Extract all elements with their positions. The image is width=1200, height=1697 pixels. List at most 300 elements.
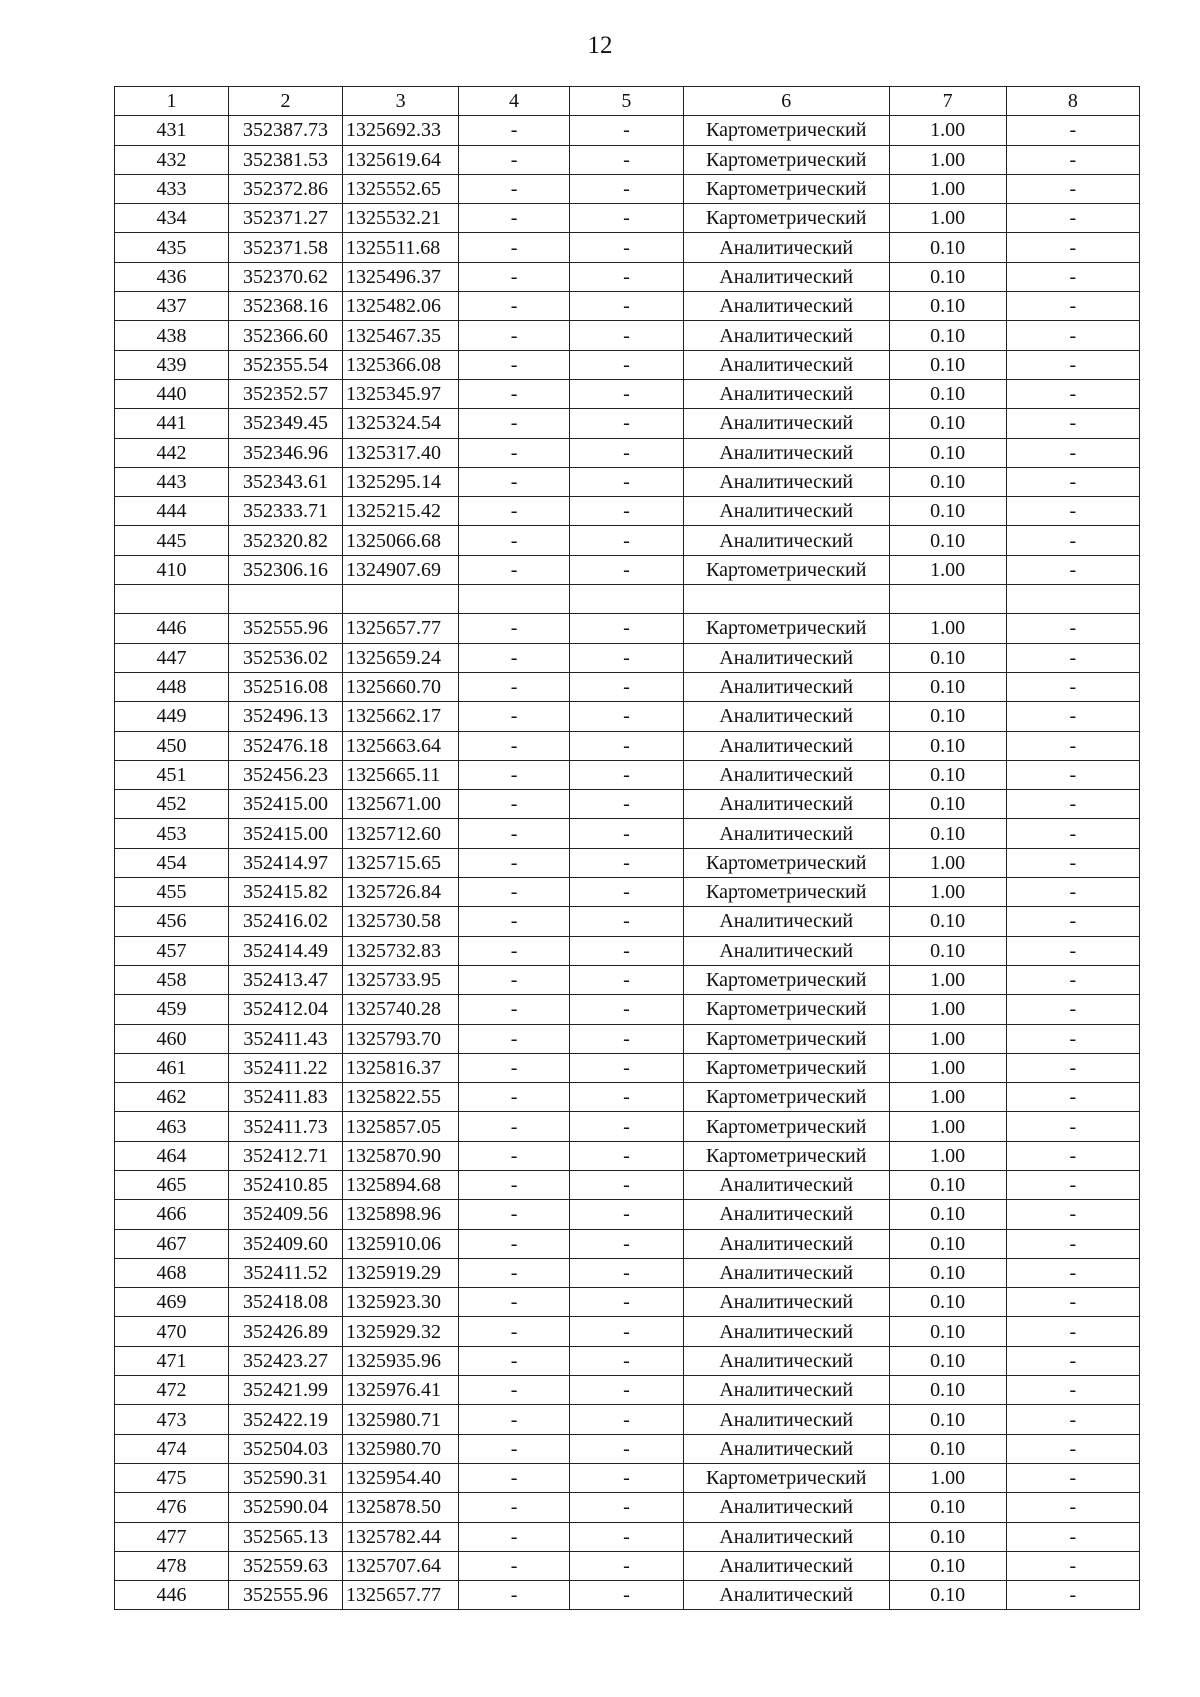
method-cell	[683, 585, 889, 614]
point-number-cell: 451	[115, 760, 229, 789]
x-coordinate-cell: 352410.85	[229, 1170, 343, 1199]
point-number-cell: 435	[115, 233, 229, 262]
table-row	[115, 614, 1140, 643]
y-coordinate-cell: 1325482.06	[343, 292, 459, 321]
col8-cell: -	[1006, 555, 1139, 584]
x-coordinate-cell: 352381.53	[229, 145, 343, 174]
y-coordinate-cell: 1325619.64	[343, 145, 459, 174]
col8-cell: -	[1006, 907, 1139, 936]
point-number-cell: 462	[115, 1083, 229, 1112]
col8-cell: -	[1006, 379, 1139, 408]
x-coordinate-cell: 352387.73	[229, 116, 343, 145]
point-number-cell: 460	[115, 1024, 229, 1053]
accuracy-cell: 0.10	[889, 321, 1006, 350]
point-number-cell: 455	[115, 878, 229, 907]
x-coordinate-cell: 352368.16	[229, 292, 343, 321]
x-coordinate-cell: 352418.08	[229, 1288, 343, 1317]
table-row	[115, 145, 1140, 174]
table-row	[115, 731, 1140, 760]
col5-cell: -	[569, 497, 683, 526]
accuracy-cell: 0.10	[889, 1551, 1006, 1580]
col8-cell: -	[1006, 1376, 1139, 1405]
table-row	[115, 1141, 1140, 1170]
method-cell: Аналитический	[683, 438, 889, 467]
method-cell: Картометрический	[683, 1112, 889, 1141]
col5-cell: -	[569, 643, 683, 672]
table-row	[115, 204, 1140, 233]
y-coordinate-cell: 1325662.17	[343, 702, 459, 731]
col5-cell: -	[569, 1376, 683, 1405]
col4-cell: -	[459, 1083, 570, 1112]
point-number-cell: 459	[115, 995, 229, 1024]
point-number-cell: 432	[115, 145, 229, 174]
point-number-cell: 469	[115, 1288, 229, 1317]
col5-cell: -	[569, 350, 683, 379]
col8-cell: -	[1006, 204, 1139, 233]
x-coordinate-cell: 352422.19	[229, 1405, 343, 1434]
col4-cell: -	[459, 292, 570, 321]
col8-cell	[1006, 585, 1139, 614]
table-row	[115, 1581, 1140, 1610]
y-coordinate-cell: 1325324.54	[343, 409, 459, 438]
x-coordinate-cell: 352476.18	[229, 731, 343, 760]
col4-cell: -	[459, 1463, 570, 1492]
method-cell: Аналитический	[683, 1288, 889, 1317]
y-coordinate-cell: 1325712.60	[343, 819, 459, 848]
point-number-cell: 439	[115, 350, 229, 379]
x-coordinate-cell: 352352.57	[229, 379, 343, 408]
col8-cell: -	[1006, 116, 1139, 145]
x-coordinate-cell: 352416.02	[229, 907, 343, 936]
col8-cell: -	[1006, 1581, 1139, 1610]
y-coordinate-cell: 1325782.44	[343, 1522, 459, 1551]
table-row	[115, 1551, 1140, 1580]
y-coordinate-cell: 1325929.32	[343, 1317, 459, 1346]
method-cell: Картометрический	[683, 995, 889, 1024]
x-coordinate-cell: 352370.62	[229, 262, 343, 291]
y-coordinate-cell: 1324907.69	[343, 555, 459, 584]
accuracy-cell: 0.10	[889, 262, 1006, 291]
header-cell: 8	[1006, 87, 1139, 116]
col4-cell: -	[459, 819, 570, 848]
col5-cell: -	[569, 1258, 683, 1287]
y-coordinate-cell: 1325740.28	[343, 995, 459, 1024]
method-cell: Аналитический	[683, 1551, 889, 1580]
col8-cell: -	[1006, 819, 1139, 848]
y-coordinate-cell: 1325726.84	[343, 878, 459, 907]
table-row	[115, 1405, 1140, 1434]
col4-cell: -	[459, 1522, 570, 1551]
accuracy-cell: 0.10	[889, 1346, 1006, 1375]
accuracy-cell: 1.00	[889, 204, 1006, 233]
method-cell: Аналитический	[683, 262, 889, 291]
table-row	[115, 555, 1140, 584]
x-coordinate-cell: 352355.54	[229, 350, 343, 379]
point-number-cell: 453	[115, 819, 229, 848]
coordinates-table	[114, 86, 1140, 1610]
col4-cell: -	[459, 233, 570, 262]
table-row	[115, 1434, 1140, 1463]
x-coordinate-cell: 352343.61	[229, 467, 343, 496]
method-cell: Картометрический	[683, 1083, 889, 1112]
col5-cell: -	[569, 1170, 683, 1199]
accuracy-cell: 1.00	[889, 1463, 1006, 1492]
y-coordinate-cell: 1325657.77	[343, 1581, 459, 1610]
col4-cell: -	[459, 1346, 570, 1375]
x-coordinate-cell: 352411.73	[229, 1112, 343, 1141]
col5-cell: -	[569, 1229, 683, 1258]
x-coordinate-cell: 352415.82	[229, 878, 343, 907]
col4-cell: -	[459, 936, 570, 965]
col4-cell: -	[459, 614, 570, 643]
y-coordinate-cell: 1325857.05	[343, 1112, 459, 1141]
accuracy-cell: 1.00	[889, 878, 1006, 907]
accuracy-cell: 0.10	[889, 907, 1006, 936]
col4-cell: -	[459, 672, 570, 701]
accuracy-cell: 1.00	[889, 555, 1006, 584]
point-number-cell: 474	[115, 1434, 229, 1463]
table-row	[115, 848, 1140, 877]
method-cell: Аналитический	[683, 672, 889, 701]
method-cell: Аналитический	[683, 1522, 889, 1551]
y-coordinate-cell: 1325730.58	[343, 907, 459, 936]
y-coordinate-cell: 1325707.64	[343, 1551, 459, 1580]
y-coordinate-cell: 1325954.40	[343, 1463, 459, 1492]
accuracy-cell: 0.10	[889, 467, 1006, 496]
y-coordinate-cell: 1325215.42	[343, 497, 459, 526]
col5-cell: -	[569, 233, 683, 262]
table-row	[115, 643, 1140, 672]
col4-cell: -	[459, 965, 570, 994]
point-number-cell: 437	[115, 292, 229, 321]
table-row	[115, 497, 1140, 526]
method-cell: Картометрический	[683, 1141, 889, 1170]
accuracy-cell: 0.10	[889, 379, 1006, 408]
x-coordinate-cell	[229, 585, 343, 614]
col5-cell: -	[569, 1024, 683, 1053]
x-coordinate-cell: 352496.13	[229, 702, 343, 731]
col5-cell: -	[569, 848, 683, 877]
table-row	[115, 760, 1140, 789]
col8-cell: -	[1006, 1463, 1139, 1492]
y-coordinate-cell: 1325870.90	[343, 1141, 459, 1170]
col8-cell: -	[1006, 995, 1139, 1024]
x-coordinate-cell: 352414.97	[229, 848, 343, 877]
header-cell: 3	[343, 87, 459, 116]
col4-cell: -	[459, 1376, 570, 1405]
method-cell: Аналитический	[683, 731, 889, 760]
col5-cell: -	[569, 936, 683, 965]
point-number-cell: 473	[115, 1405, 229, 1434]
x-coordinate-cell: 352306.16	[229, 555, 343, 584]
col8-cell: -	[1006, 409, 1139, 438]
y-coordinate-cell: 1325345.97	[343, 379, 459, 408]
col8-cell: -	[1006, 1083, 1139, 1112]
col5-cell: -	[569, 1141, 683, 1170]
x-coordinate-cell: 352415.00	[229, 819, 343, 848]
col8-cell: -	[1006, 614, 1139, 643]
method-cell: Аналитический	[683, 409, 889, 438]
method-cell: Аналитический	[683, 1200, 889, 1229]
accuracy-cell: 0.10	[889, 1229, 1006, 1258]
accuracy-cell: 0.10	[889, 702, 1006, 731]
x-coordinate-cell: 352555.96	[229, 1581, 343, 1610]
method-cell: Картометрический	[683, 116, 889, 145]
col4-cell: -	[459, 790, 570, 819]
method-cell: Аналитический	[683, 497, 889, 526]
method-cell: Аналитический	[683, 233, 889, 262]
table-body	[115, 116, 1140, 1610]
col4-cell: -	[459, 1024, 570, 1053]
y-coordinate-cell	[343, 585, 459, 614]
table-row	[115, 409, 1140, 438]
point-number-cell: 464	[115, 1141, 229, 1170]
x-coordinate-cell: 352349.45	[229, 409, 343, 438]
table-row	[115, 1522, 1140, 1551]
table-row	[115, 672, 1140, 701]
col4-cell: -	[459, 1581, 570, 1610]
col8-cell: -	[1006, 321, 1139, 350]
col5-cell: -	[569, 1434, 683, 1463]
col5-cell: -	[569, 878, 683, 907]
point-number-cell: 447	[115, 643, 229, 672]
col8-cell: -	[1006, 643, 1139, 672]
method-cell: Аналитический	[683, 292, 889, 321]
x-coordinate-cell: 352320.82	[229, 526, 343, 555]
method-cell: Аналитический	[683, 350, 889, 379]
table-row	[115, 965, 1140, 994]
y-coordinate-cell: 1325976.41	[343, 1376, 459, 1405]
col4-cell: -	[459, 321, 570, 350]
x-coordinate-cell: 352333.71	[229, 497, 343, 526]
y-coordinate-cell: 1325878.50	[343, 1493, 459, 1522]
accuracy-cell: 0.10	[889, 409, 1006, 438]
col5-cell: -	[569, 672, 683, 701]
col4-cell: -	[459, 1405, 570, 1434]
method-cell: Аналитический	[683, 1434, 889, 1463]
x-coordinate-cell: 352456.23	[229, 760, 343, 789]
col4-cell: -	[459, 467, 570, 496]
col8-cell: -	[1006, 233, 1139, 262]
table-row	[115, 116, 1140, 145]
col5-cell: -	[569, 145, 683, 174]
x-coordinate-cell: 352411.83	[229, 1083, 343, 1112]
col8-cell: -	[1006, 438, 1139, 467]
col4-cell: -	[459, 1200, 570, 1229]
accuracy-cell: 0.10	[889, 497, 1006, 526]
header-cell: 6	[683, 87, 889, 116]
point-number-cell: 441	[115, 409, 229, 438]
col5-cell: -	[569, 292, 683, 321]
col5-cell: -	[569, 1083, 683, 1112]
col4-cell: -	[459, 1493, 570, 1522]
header-cell: 5	[569, 87, 683, 116]
col8-cell: -	[1006, 1024, 1139, 1053]
accuracy-cell: 0.10	[889, 1405, 1006, 1434]
method-cell: Аналитический	[683, 1258, 889, 1287]
table-row	[115, 995, 1140, 1024]
method-cell: Аналитический	[683, 1581, 889, 1610]
x-coordinate-cell: 352590.31	[229, 1463, 343, 1492]
table-row	[115, 174, 1140, 203]
col8-cell: -	[1006, 965, 1139, 994]
method-cell: Картометрический	[683, 1053, 889, 1082]
method-cell: Аналитический	[683, 467, 889, 496]
table-row	[115, 790, 1140, 819]
col5-cell: -	[569, 204, 683, 233]
method-cell: Аналитический	[683, 1405, 889, 1434]
table-row	[115, 1200, 1140, 1229]
point-number-cell: 448	[115, 672, 229, 701]
point-number-cell: 466	[115, 1200, 229, 1229]
accuracy-cell: 0.10	[889, 1258, 1006, 1287]
y-coordinate-cell: 1325715.65	[343, 848, 459, 877]
method-cell: Аналитический	[683, 526, 889, 555]
col5-cell: -	[569, 174, 683, 203]
col4-cell: -	[459, 1053, 570, 1082]
table-row	[115, 292, 1140, 321]
y-coordinate-cell: 1325511.68	[343, 233, 459, 262]
x-coordinate-cell: 352421.99	[229, 1376, 343, 1405]
method-cell: Аналитический	[683, 643, 889, 672]
x-coordinate-cell: 352413.47	[229, 965, 343, 994]
point-number-cell: 444	[115, 497, 229, 526]
col8-cell: -	[1006, 1112, 1139, 1141]
col4-cell: -	[459, 526, 570, 555]
col5-cell: -	[569, 995, 683, 1024]
x-coordinate-cell: 352409.56	[229, 1200, 343, 1229]
table-row	[115, 819, 1140, 848]
point-number-cell: 454	[115, 848, 229, 877]
table-row	[115, 878, 1140, 907]
col4-cell: -	[459, 643, 570, 672]
x-coordinate-cell: 352590.04	[229, 1493, 343, 1522]
accuracy-cell: 0.10	[889, 1376, 1006, 1405]
col8-cell: -	[1006, 1346, 1139, 1375]
col8-cell: -	[1006, 1200, 1139, 1229]
col4-cell: -	[459, 848, 570, 877]
accuracy-cell: 0.10	[889, 672, 1006, 701]
point-number-cell: 458	[115, 965, 229, 994]
y-coordinate-cell: 1325532.21	[343, 204, 459, 233]
col4-cell: -	[459, 262, 570, 291]
table-row	[115, 526, 1140, 555]
point-number-cell: 440	[115, 379, 229, 408]
y-coordinate-cell: 1325793.70	[343, 1024, 459, 1053]
y-coordinate-cell: 1325816.37	[343, 1053, 459, 1082]
accuracy-cell: 0.10	[889, 1200, 1006, 1229]
col4-cell: -	[459, 1229, 570, 1258]
col8-cell: -	[1006, 1434, 1139, 1463]
point-number-cell: 477	[115, 1522, 229, 1551]
y-coordinate-cell: 1325317.40	[343, 438, 459, 467]
col8-cell: -	[1006, 936, 1139, 965]
accuracy-cell: 1.00	[889, 1053, 1006, 1082]
col5-cell: -	[569, 1551, 683, 1580]
y-coordinate-cell: 1325665.11	[343, 760, 459, 789]
point-number-cell: 472	[115, 1376, 229, 1405]
method-cell: Картометрический	[683, 174, 889, 203]
point-number-cell: 475	[115, 1463, 229, 1492]
table-row	[115, 1463, 1140, 1492]
table-row	[115, 321, 1140, 350]
x-coordinate-cell: 352414.49	[229, 936, 343, 965]
col4-cell: -	[459, 497, 570, 526]
accuracy-cell: 0.10	[889, 526, 1006, 555]
col5-cell: -	[569, 116, 683, 145]
col5-cell: -	[569, 1493, 683, 1522]
point-number-cell: 436	[115, 262, 229, 291]
col4-cell: -	[459, 116, 570, 145]
method-cell: Аналитический	[683, 379, 889, 408]
col8-cell: -	[1006, 526, 1139, 555]
method-cell: Аналитический	[683, 702, 889, 731]
col8-cell: -	[1006, 497, 1139, 526]
x-coordinate-cell: 352423.27	[229, 1346, 343, 1375]
point-number-cell: 433	[115, 174, 229, 203]
y-coordinate-cell: 1325366.08	[343, 350, 459, 379]
point-number-cell: 467	[115, 1229, 229, 1258]
col8-cell: -	[1006, 731, 1139, 760]
point-number-cell: 431	[115, 116, 229, 145]
method-cell: Картометрический	[683, 1463, 889, 1492]
table-row	[115, 379, 1140, 408]
method-cell: Картометрический	[683, 204, 889, 233]
table-row	[115, 907, 1140, 936]
y-coordinate-cell: 1325822.55	[343, 1083, 459, 1112]
method-cell: Картометрический	[683, 555, 889, 584]
x-coordinate-cell: 352536.02	[229, 643, 343, 672]
col5-cell: -	[569, 731, 683, 760]
col4-cell: -	[459, 379, 570, 408]
x-coordinate-cell: 352411.43	[229, 1024, 343, 1053]
table-row	[115, 1288, 1140, 1317]
accuracy-cell: 1.00	[889, 145, 1006, 174]
x-coordinate-cell: 352411.22	[229, 1053, 343, 1082]
col8-cell: -	[1006, 1053, 1139, 1082]
method-cell: Картометрический	[683, 965, 889, 994]
col5-cell: -	[569, 1200, 683, 1229]
y-coordinate-cell: 1325663.64	[343, 731, 459, 760]
point-number-cell: 442	[115, 438, 229, 467]
col4-cell: -	[459, 995, 570, 1024]
accuracy-cell: 1.00	[889, 995, 1006, 1024]
table-row	[115, 1024, 1140, 1053]
col8-cell: -	[1006, 702, 1139, 731]
accuracy-cell: 1.00	[889, 848, 1006, 877]
col5-cell: -	[569, 438, 683, 467]
col4-cell: -	[459, 555, 570, 584]
point-number-cell: 449	[115, 702, 229, 731]
col5-cell: -	[569, 760, 683, 789]
table-row	[115, 1112, 1140, 1141]
table-row	[115, 1258, 1140, 1287]
col8-cell: -	[1006, 262, 1139, 291]
method-cell: Аналитический	[683, 936, 889, 965]
col8-cell: -	[1006, 760, 1139, 789]
accuracy-cell: 0.10	[889, 438, 1006, 467]
accuracy-cell: 1.00	[889, 116, 1006, 145]
point-number-cell: 468	[115, 1258, 229, 1287]
method-cell: Аналитический	[683, 819, 889, 848]
y-coordinate-cell: 1325898.96	[343, 1200, 459, 1229]
table-row	[115, 467, 1140, 496]
accuracy-cell: 0.10	[889, 1493, 1006, 1522]
accuracy-cell: 0.10	[889, 1317, 1006, 1346]
y-coordinate-cell: 1325980.71	[343, 1405, 459, 1434]
col5-cell: -	[569, 467, 683, 496]
col8-cell: -	[1006, 1405, 1139, 1434]
